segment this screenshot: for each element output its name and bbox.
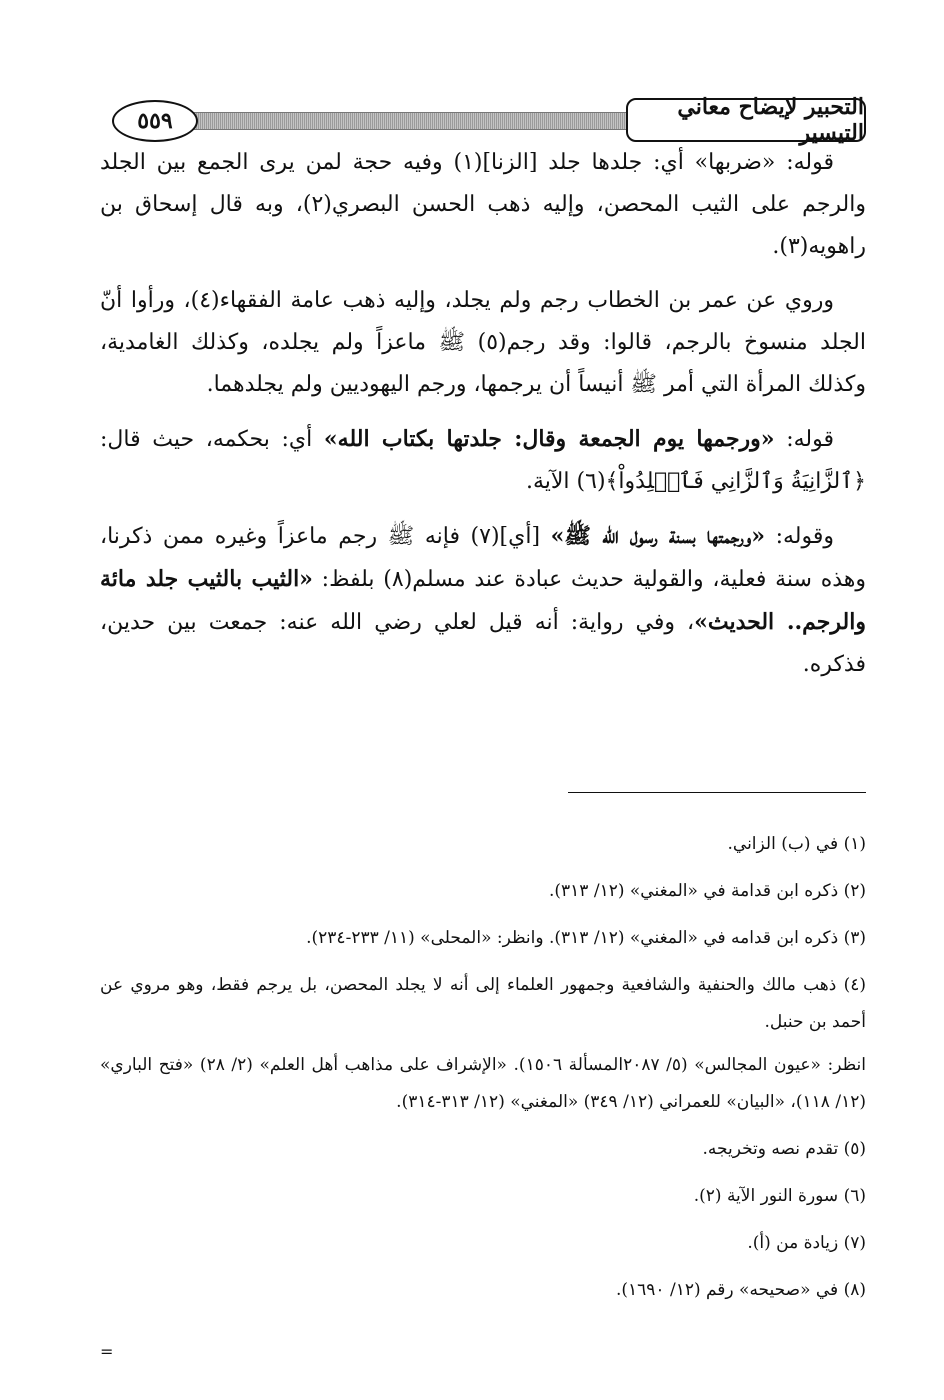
main-text (100, 142, 866, 698)
footnote-8: (٨) في «صحيحه» رقم (١٢/ ١٦٩٠). (615, 1280, 866, 1300)
continuation-mark: = (100, 1342, 114, 1361)
footnote-separator (568, 792, 866, 793)
footnote-4-references: انظر: «عيون المجالس» (٥/ ٢٠٨٧المسألة ١٥٠٦). «الإشراف على مذاهب أهل العلم» (٢/ ٢٨) «فتح الباري» (١٢/ ١١٨)، «البيان» للعمراني (١٢/ ٣٤٩) «المغني» (١٢/ ٣١٣-٣١٤). (100, 1055, 866, 1112)
page-header (100, 94, 866, 146)
footnote-6: (٦) سورة النور الآية (٢). (693, 1186, 866, 1206)
paragraph-4-rest: ، وفي رواية: أنه قيل لعلي رضي الله عنه: جمعت بين حدين، فذكره. (100, 610, 866, 677)
footnotes (100, 826, 866, 1319)
footnote-4: (٤) ذهب مالك والحنفية والشافعية وجمهور العلماء إلى أنه لا يجلد المحصن، بل يرجم فقط، وهو مروي عن أحمد بن حنبل. (100, 975, 866, 1032)
paragraph-4-prefix: وقوله: (765, 524, 834, 549)
paragraph-4-quote-1: «ورجمتها بسنة رسول الله ﷺ» (550, 523, 765, 549)
paragraph-2: وروي عن عمر بن الخطاب رجم ولم يجلد، وإليه ذهب عامة الفقهاء(٤)، ورأوا أنّ الجلد منسوخ بالرجم، قالوا: وقد رجم(٥) ﷺ ماعزاً ولم يجلده، وكذلك الغامدية، وكذلك المرأة التي أمر ﷺ أنيساً أن يرجمها، ورجم اليهوديين ولم يجلدهما. (100, 288, 866, 397)
footnote-7: (٧) زيادة من (أ). (747, 1233, 866, 1253)
header-decorative-band (160, 112, 626, 130)
footnote-2: (٢) ذكره ابن قدامة في «المغني» (١٢/ ٣١٣). (549, 881, 866, 901)
paragraph-3-rest: أي: بحكمه، حيث قال: ﴿ٱلزَّانِيَةُ وَٱلزَّانِي فَٱجۡلِدُواْ﴾(٦) الآية. (100, 427, 866, 494)
paragraph-3-quote: «ورجمها يوم الجمعة وقال: جلدتها بكتاب الله» (323, 426, 775, 452)
footnote-3: (٣) ذكره ابن قدامه في «المغني» (١٢/ ٣١٣). وانظر: «المحلى» (١١/ ٢٣٣-٢٣٤). (306, 928, 866, 948)
paragraph-4 (100, 515, 866, 686)
footnote-5: (٥) تقدم نصه وتخريجه. (702, 1139, 866, 1159)
paragraph-3-prefix: قوله: (774, 427, 834, 452)
book-title: التحبير لإيضاح معاني التيسير (626, 98, 866, 142)
paragraph-4-quote-2: «الثيب بالثيب جلد مائة والرجم.. الحديث» (100, 566, 866, 635)
paragraph-1: قوله: «ضربها» أي: جلدها جلد [الزنا](١) وفيه حجة لمن يرى الجمع بين الجلد والرجم على الثيب المحصن، وإليه ذهب الحسن البصري(٢)، وبه قال إسحاق بن راهويه(٣). (100, 150, 866, 259)
paragraph-3 (100, 418, 866, 503)
paragraph-4-middle: [أي](٧) فإنه ﷺ رجم ماعزاً وغيره ممن ذكرنا، وهذه سنة فعلية، والقولية حديث عبادة عند مسلم(٨) بلفظ: (100, 524, 866, 592)
page-number: ٥٥٩ (112, 100, 198, 142)
footnote-1: (١) في (ب) الزاني. (727, 834, 866, 854)
